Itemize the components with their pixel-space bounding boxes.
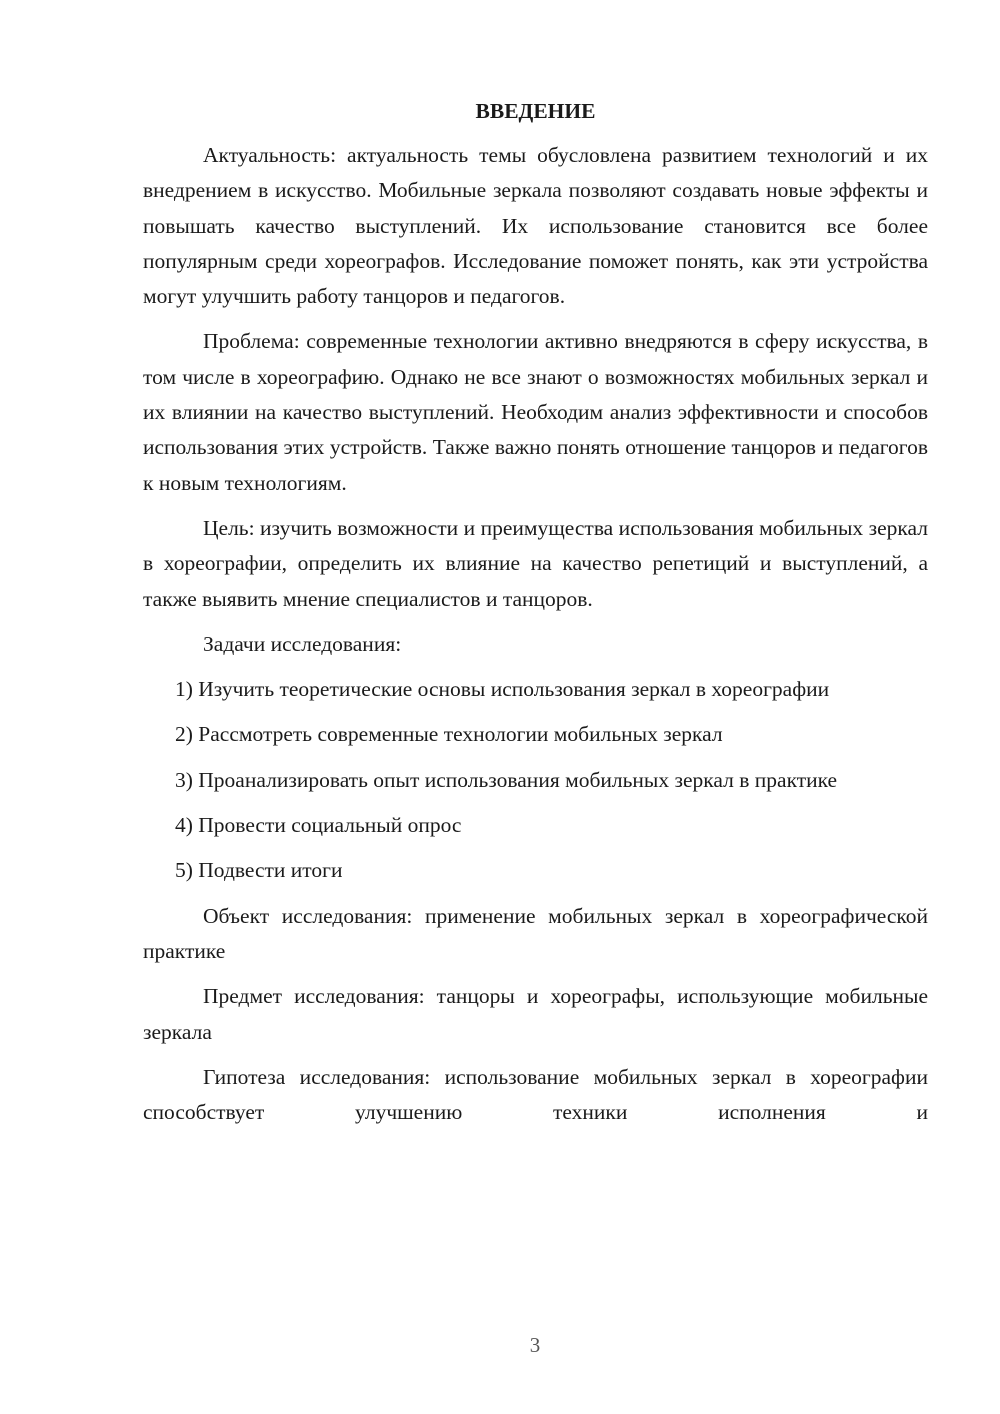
object-paragraph: Объект исследования: применение мобильных зеркал в хореографической практике	[143, 903, 928, 963]
hypothesis-paragraph: Гипотеза исследования: использование мобильных зеркал в хореографии способствует улучшению техники исполнения и	[143, 1064, 928, 1125]
goal-paragraph: Цель: изучить возможности и преимущества использования мобильных зеркал в хореографии, определить их влияние на качество репетиций и выступлений, а также выявить мнение специалистов и танцоров.	[143, 515, 928, 611]
page-number: 3	[529, 1333, 541, 1357]
task-item: 4) Провести социальный опрос	[175, 813, 462, 838]
page-content	[143, 96, 928, 1140]
task-item: 2) Рассмотреть современные технологии мобильных зеркал	[175, 722, 723, 747]
subject-paragraph: Предмет исследования: танцоры и хореографы, использующие мобильные зеркала	[143, 984, 928, 1044]
section-heading: ВВЕДЕНИЕ	[475, 99, 596, 123]
tasks-title: Задачи исследования:	[203, 631, 402, 656]
problem-paragraph: Проблема: современные технологии активно внедряются в сферу искусства, в том числе в хореографию. Однако не все знают о возможностях мобильных зеркал и их влиянии на качество выступлений. Необходим анализ эффективности и способов использования этих устройств. Также важно понять отношение танцоров и педагогов к новым технологиям.	[143, 329, 928, 495]
task-item: 1) Изучить теоретические основы использования зеркал в хореографии	[175, 677, 830, 702]
task-item: 3) Проанализировать опыт использования мобильных зеркал в практике	[175, 767, 838, 792]
task-item: 5) Подвести итоги	[175, 858, 343, 883]
relevance-paragraph: Актуальность: актуальность темы обусловлена развитием технологий и их внедрением в искусство. Мобильные зеркала позволяют создавать новые эффекты и повышать качество выступлений. Их использование становится все более популярным среди хореографов. Исследование поможет понять, как эти устройства могут улучшить работу танцоров и педагогов.	[143, 143, 928, 309]
